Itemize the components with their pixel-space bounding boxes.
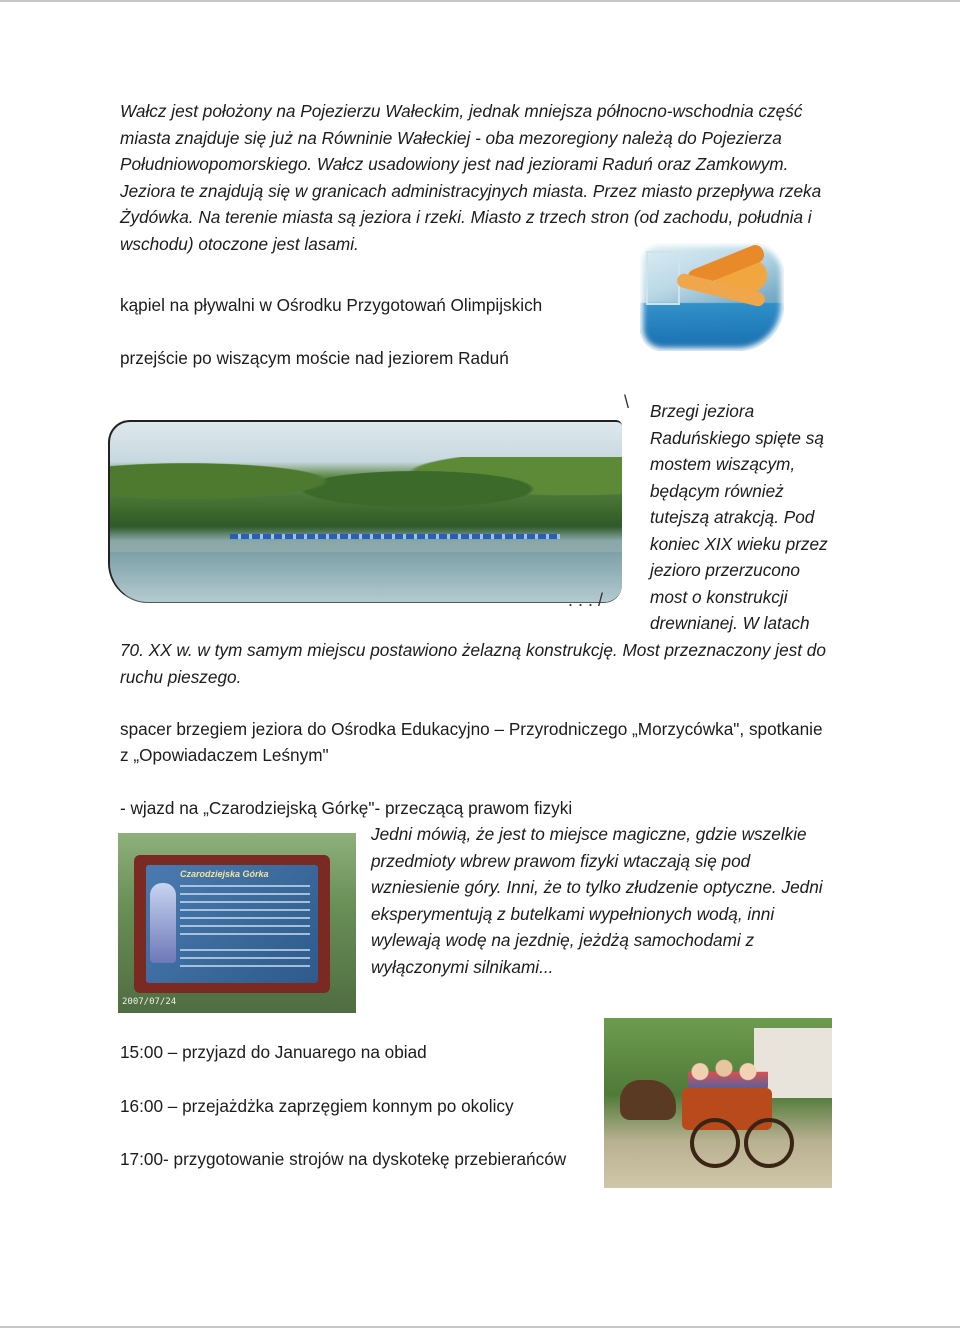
- bridge-description-side: [650, 398, 850, 637]
- hill-text-line: wylewają wodę na jezdnię, jeżdżą samochodami z: [371, 930, 755, 950]
- photo-date-stamp: 2007/07/24: [122, 997, 177, 1007]
- hill-text-line: przedmioty wbrew prawom fizyki wtaczają się pod: [371, 850, 751, 871]
- intro-line: Jeziora te znajdują się w granicach administracyjnych miasta. Przez miasto przepływa rzeka: [120, 180, 822, 201]
- suspension-bridge: [230, 534, 560, 539]
- bridge-text-line: będącym również: [650, 480, 784, 501]
- bridge-text-line: tutejszą atrakcją. Pod: [650, 507, 815, 527]
- hill-text-line: Jedni mówią, że jest to miejsce magiczne, gdzie wszelkie: [371, 824, 807, 844]
- schedule-item: 15:00 – przyjazd do Januarego na obiad: [120, 1042, 427, 1062]
- intro-line: miasta znajduje się już na Równinie Wałeckiej - oba mezoregiony należą do Pojezierza: [120, 127, 782, 148]
- activity-bridge: przejście po wiszącym moście nad jeziorem Raduń: [120, 348, 509, 368]
- bridge-text-line: Raduńskiego spięte są: [650, 427, 824, 448]
- document-page: Wałcz jest położony na Pojezierzu Wałeckim, jednak mniejsza północno-wschodnia część miasta znajduje się już na Równinie Wałeckiej - oba mezoregiony należą do Pojezierza Południowopomorskiego. Wałcz usadowiony jest nad jeziorami Raduń oraz Zamkowym. Jeziora te znajdują się w granicach administracyjnych miasta. Przez miasto przepływa rzeka Żydówka. Na terenie miasta są jeziora i rzeki. Miasto z trzech stron (od zachodu, południa i wschodu) otoczone jest lasami. kąpiel na pływalni w Ośrodku Przygotowań Olimpijskich przejście po wiszącym moście nad jeziorem Raduń \ . . . / Brzegi jeziora Raduńskiego spięte są mostem wiszącym, będącym również tutejszą atrakcją. Pod koniec XIX wieku przez jezioro przerzucono most o konstrukcji drewnianej. W latach 70. XX w. w tym samym miejscu postawiono żelazną konstrukcję. Most przeznaczony jest do ruchu pieszego. spacer brzegiem jeziora do Ośrodka Edukacyjno – Przyrodniczego „Morzycówka", spotkanie z „Opowiadaczem Leśnym" - wjazd na „Czarodziejską Górkę"- przeczącą prawom fizyki Czarodziejska Górka 2007/07/24 Jedni mówią, że jest to miejsce magiczne, gdzie wszelkie przedmioty wbrew prawom fizyki wtaczają się pod wzniesienie góry. Inni, że to tylko złudzenie optyczne. Jedni eksperymentują z butelkami wypełnionych wodą, inni wylewają wodę na jezdnię, jeżdżą samochodami z wyłączonymi silnikami... 15:00 – przyjazd do Januarego na obiad 16:00 – przejażdżka zaprzęgiem konnym po okolicy 17:00- przygotowanie strojów na dyskotekę przebierańców: [0, 0, 960, 1332]
- walk-paragraph: [120, 716, 840, 768]
- bridge-text-line: Brzegi jeziora: [650, 401, 755, 421]
- sign-title: Czarodziejska Górka: [180, 869, 269, 879]
- hill-heading: - wjazd na „Czarodziejską Górkę"- przeczącą prawom fizyki: [120, 798, 573, 818]
- wizard-figure: [150, 883, 176, 963]
- magic-hill-sign-photo: [118, 833, 356, 1013]
- bridge-text-line: jezioro przerzucono: [650, 560, 800, 580]
- bridge-description-full: [120, 637, 840, 690]
- intro-line: Południowopomorskiego. Wałcz usadowiony jest nad jeziorami Raduń oraz Zamkowym.: [120, 154, 789, 174]
- hill-text-line: wzniesienie góry. Inni, że to tylko złudzenie optyczne. Jedni: [371, 877, 823, 897]
- walk-line: z „Opowiadaczem Leśnym": [120, 745, 329, 765]
- lake-bridge-photo: [108, 420, 622, 603]
- schedule-item: 16:00 – przejażdżka zaprzęgiem konnym po okolicy: [120, 1096, 514, 1116]
- intro-line: wschodu) otoczone jest lasami.: [120, 233, 359, 254]
- intro-line: Wałcz jest położony na Pojezierzu Wałeckim, jednak mniejsza północno-wschodnia część: [120, 101, 803, 121]
- bridge-text-line: koniec XIX wieku przez: [650, 533, 828, 554]
- swimming-pool-photo: [640, 243, 784, 351]
- bridge-text-line: ruchu pieszego.: [120, 666, 242, 687]
- horse-carriage-photo: [604, 1018, 832, 1188]
- hill-text-line: eksperymentują z butelkami wypełnionych wodą, inni: [371, 903, 775, 924]
- scan-top-edge: [0, 0, 960, 2]
- hill-description: [371, 821, 841, 980]
- bridge-text-line: mostem wiszącym,: [650, 454, 796, 474]
- intro-line: Żydówka. Na terenie miasta są jeziora i rzeki. Miasto z trzech stron (od zachodu, południa i: [120, 207, 812, 227]
- bridge-text-line: most o konstrukcji: [650, 586, 788, 607]
- schedule-item: 17:00- przygotowanie strojów na dyskotekę przebierańców: [120, 1149, 567, 1169]
- intro-paragraph: [120, 98, 830, 257]
- activity-swimming: kąpiel na pływalni w Ośrodku Przygotowań Olimpijskich: [120, 295, 543, 315]
- walk-line: spacer brzegiem jeziora do Ośrodka Edukacyjno – Przyrodniczego „Morzycówka", spotkanie: [120, 719, 823, 739]
- scan-bottom-edge: [0, 1326, 960, 1328]
- bridge-text-line: 70. XX w. w tym samym miejscu postawiono żelazną konstrukcję. Most przeznaczony jest do: [120, 640, 826, 660]
- hill-text-line: wyłączonymi silnikami...: [371, 956, 554, 977]
- bridge-text-line: drewnianej. W latach: [650, 613, 810, 633]
